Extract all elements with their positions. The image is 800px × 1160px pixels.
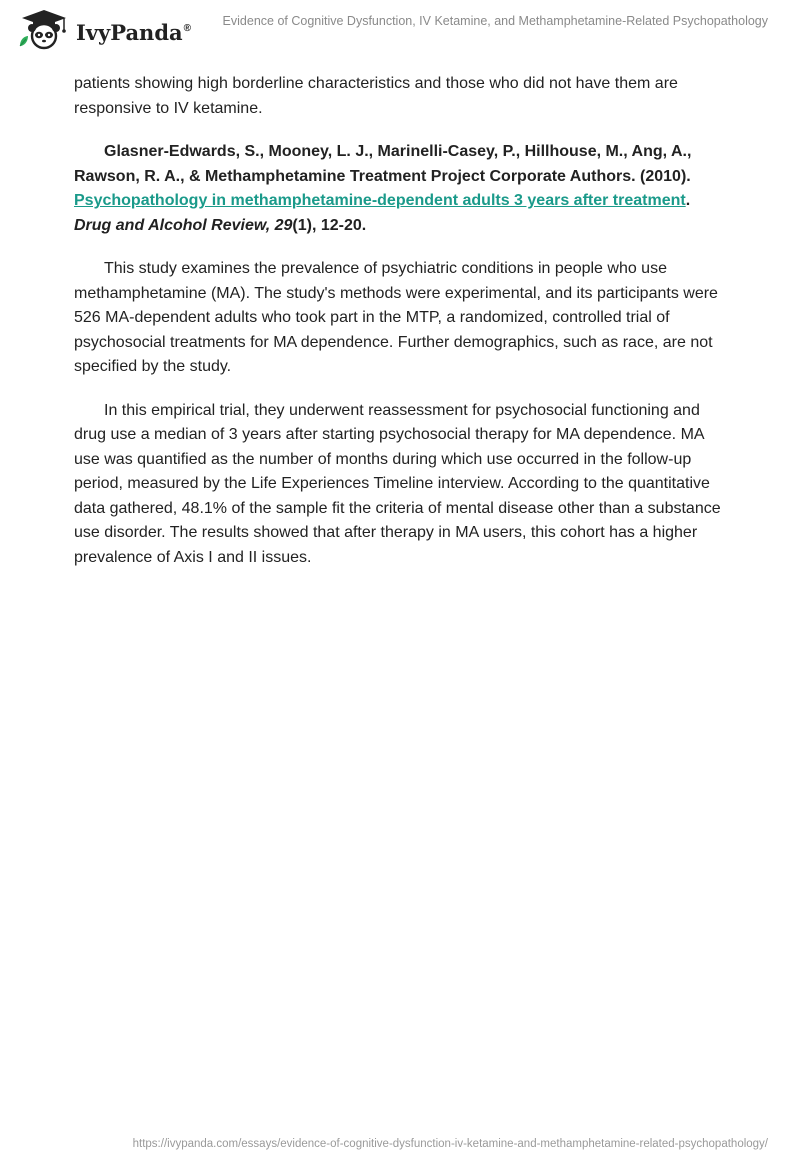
reference-after-link: . — [685, 192, 691, 209]
registered-mark: ® — [183, 22, 191, 34]
reference-authors: Glasner-Edwards, S., Mooney, L. J., Marinelli-Casey, P., Hillhouse, M., Ang, A., Rawson, R. A., & Methamphetamine Treatment Project Corporate Authors. (2010). — [74, 143, 692, 185]
reference-journal: Drug and Alcohol Review, 29 — [74, 216, 293, 234]
essay-body — [74, 72, 724, 589]
logo-wordmark: IvyPanda® — [76, 19, 191, 45]
paragraph-continued: patients showing high borderline characteristics and those who did not have them are responsive to IV ketamine. — [74, 75, 678, 117]
reference-issue-pages: (1), 12-20. — [292, 216, 367, 234]
reference-link[interactable]: Psychopathology in methamphetamine-dependent adults 3 years after treatment — [74, 192, 686, 209]
page-header — [0, 0, 800, 60]
running-title: Evidence of Cognitive Dysfunction, IV Ketamine, and Methamphetamine-Related Psychopathology — [222, 14, 768, 28]
reference-entry — [74, 140, 724, 238]
paragraph-study-overview: This study examines the prevalence of psychiatric conditions in people who use methamphetamine (MA). The study's methods were experimental, and its participants were 526 MA-dependent adults who took part in the MTP, a randomized, controlled trial of psychosocial treatments for MA dependence. Further demographics, such as race, are not specified by the study. — [74, 260, 718, 375]
ivypanda-logo[interactable] — [14, 8, 191, 52]
footer-url[interactable]: https://ivypanda.com/essays/evidence-of-cognitive-dysfunction-iv-ketamine-and-methamphetamine-related-psychopathology/ — [132, 1138, 768, 1150]
panda-graduate-icon — [14, 8, 72, 52]
paragraph-empirical-trial: In this empirical trial, they underwent reassessment for psychosocial functioning and drug use a median of 3 years after starting psychosocial therapy for MA dependence. MA use was quantified as the number of months during which use occurred in the follow-up period, measured by the Life Experiences Timeline interview. According to the quantitative data gathered, 48.1% of the sample fit the criteria of mental disease other than a substance use disorder. The results showed that after therapy in MA users, this cohort has a higher prevalence of Axis I and II issues. — [74, 401, 721, 566]
